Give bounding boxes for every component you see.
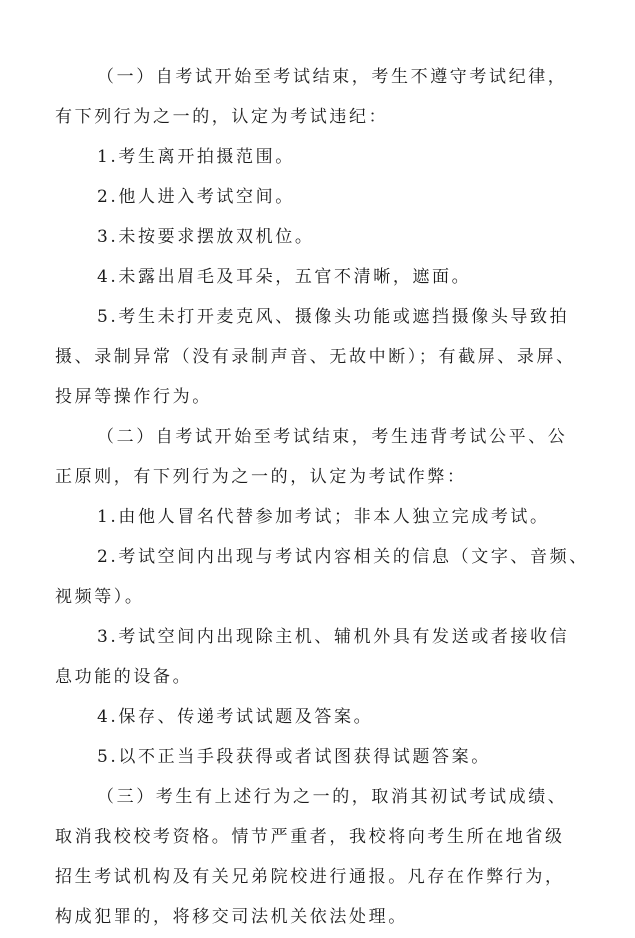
section-1-item-3: 3.未按要求摆放双机位。	[97, 227, 315, 247]
section-2-heading-line-1: （二）自考试开始至考试结束，考生违背考试公平、公	[97, 427, 568, 447]
section-2-item-2-line-2: 视频等）。	[55, 587, 145, 607]
section-1-item-5-line-3: 投屏等操作行为。	[55, 387, 212, 407]
section-3-line-4: 构成犯罪的，将移交司法机关依法处理。	[55, 907, 408, 927]
section-1-item-5-line-1: 5.考生未打开麦克风、摄像头功能或遮挡摄像头导致拍	[97, 307, 570, 327]
section-1-heading-line-2: 有下列行为之一的，认定为考试违纪：	[55, 107, 389, 127]
section-2-item-3-line-2: 息功能的设备。	[55, 667, 193, 687]
section-3-line-2: 取消我校校考资格。情节严重者，我校将向考生所在地省级	[55, 827, 565, 847]
section-2-heading-line-2: 正原则，有下列行为之一的，认定为考试作弊：	[55, 467, 467, 487]
section-1-item-5-line-2: 摄、录制异常（没有录制声音、无故中断）；有截屏、录屏、	[55, 347, 576, 367]
section-2-item-2-line-1: 2.考试空间内出现与考试内容相关的信息（文字、音频、	[97, 547, 589, 567]
section-2-item-1: 1.由他人冒名代替参加考试；非本人独立完成考试。	[97, 507, 550, 527]
section-3-line-1: （三）考生有上述行为之一的，取消其初试考试成绩、	[97, 787, 568, 807]
section-2-item-3-line-1: 3.考试空间内出现除主机、辅机外具有发送或者接收信	[97, 627, 570, 647]
section-3-line-3: 招生考试机构及有关兄弟院校进行通报。凡存在作弊行为，	[55, 867, 565, 887]
section-1-item-1: 1.考生离开拍摄范围。	[97, 147, 295, 167]
section-2-item-5: 5.以不正当手段获得或者试图获得试题答案。	[97, 747, 491, 767]
section-2-item-4: 4.保存、传递考试试题及答案。	[97, 707, 374, 727]
section-1-heading-line-1: （一）自考试开始至考试结束，考生不遵守考试纪律，	[97, 67, 568, 87]
section-1-item-2: 2.他人进入考试空间。	[97, 187, 295, 207]
section-1-item-4: 4.未露出眉毛及耳朵，五官不清晰，遮面。	[97, 267, 472, 287]
